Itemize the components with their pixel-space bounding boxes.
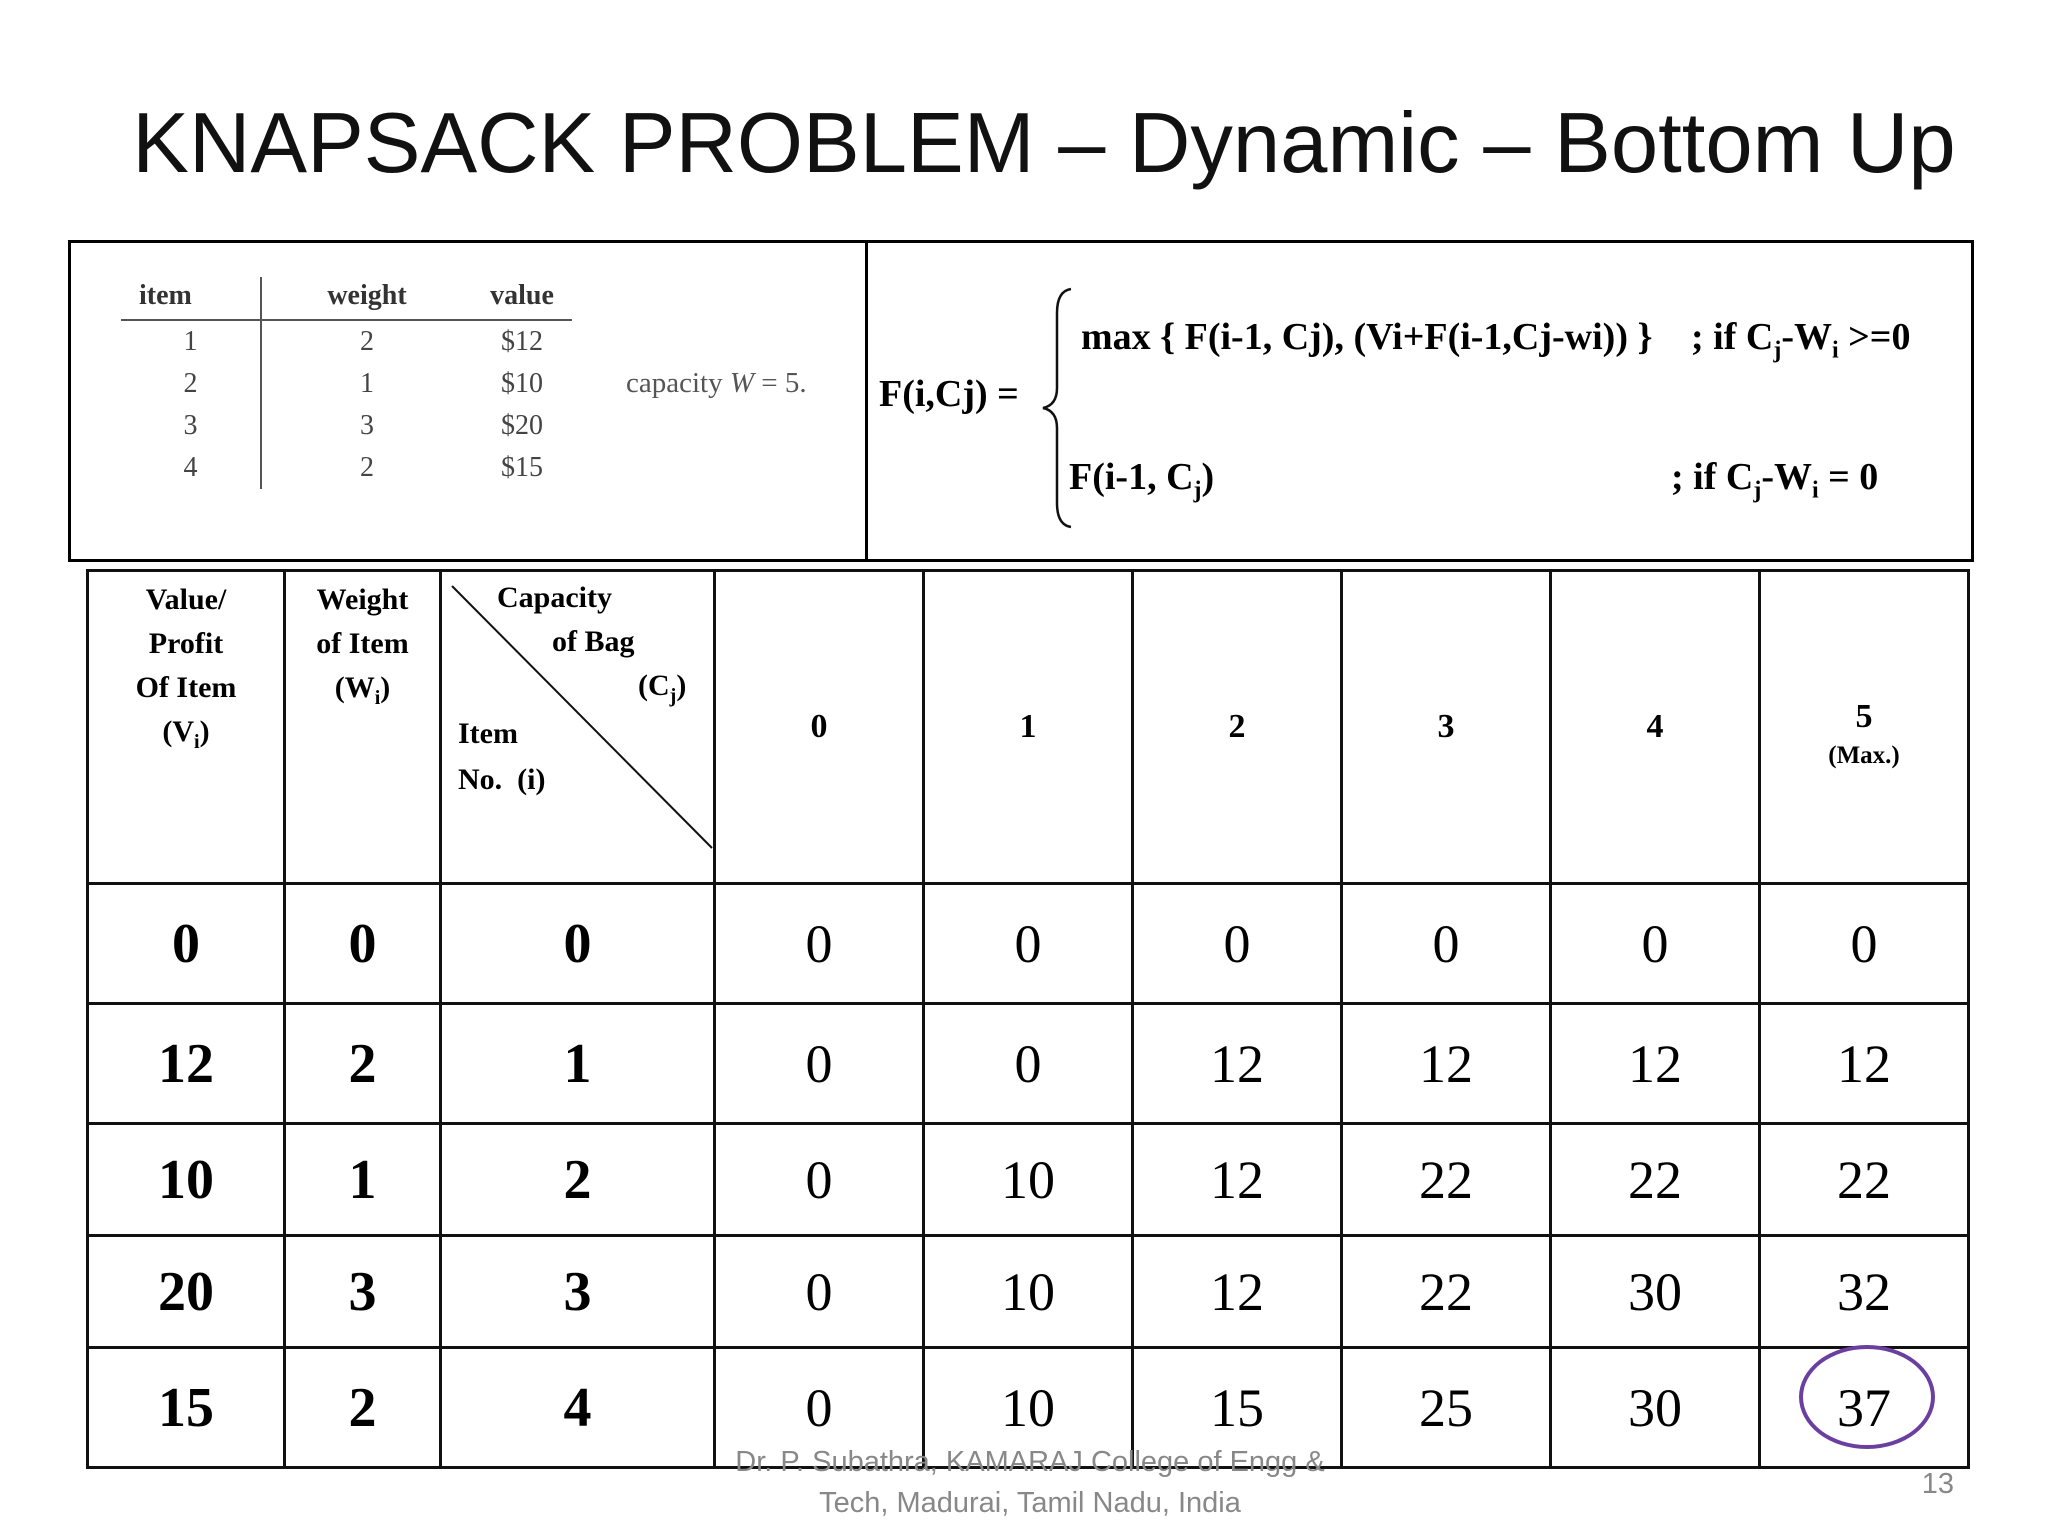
row-weight: 2	[285, 1004, 441, 1124]
table-row	[88, 1236, 1969, 1348]
value-header-line: Profit	[148, 627, 224, 660]
row-value: 10	[88, 1124, 285, 1236]
item-value: $12	[501, 326, 543, 357]
recurrence-case1-condition	[1691, 315, 1910, 365]
cond-sub: i	[1811, 477, 1819, 504]
recurrence-case1-expr: max { F(i-1, Cj), (Vi+F(i-1,Cj-wi)) }	[1081, 316, 1653, 358]
dp-cell: 0	[715, 1348, 924, 1468]
dp-cell: 0	[715, 1124, 924, 1236]
dp-cell-answer: 37	[1760, 1348, 1969, 1468]
capacity-label: capacity	[626, 367, 723, 399]
dp-cell: 30	[1551, 1236, 1760, 1348]
dp-cell: 22	[1760, 1124, 1969, 1236]
dp-cell: 30	[1551, 1348, 1760, 1468]
dp-cell: 10	[924, 1236, 1133, 1348]
cond-text: -W	[1781, 316, 1832, 358]
hdr-text: )	[676, 669, 687, 702]
hdr-text: )	[380, 671, 391, 704]
cond-text: = 0	[1818, 456, 1879, 498]
row-value: 15	[88, 1348, 285, 1468]
cond-text: ; if C	[1671, 456, 1754, 498]
cond-sub: j	[1773, 337, 1782, 364]
row-weight: 0	[285, 884, 441, 1004]
dp-cell: 12	[1342, 1004, 1551, 1124]
header-weight: weight	[261, 277, 472, 320]
weight-header-line: Weight	[316, 583, 409, 616]
header-item: item	[121, 277, 261, 320]
row-value: 12	[88, 1004, 285, 1124]
hdr-text: (V	[162, 715, 195, 748]
row-item: 1	[441, 1004, 715, 1124]
dp-cell: 10	[924, 1124, 1133, 1236]
items-table	[121, 277, 572, 489]
header-value: value	[472, 277, 572, 320]
dp-cell: 0	[1551, 884, 1760, 1004]
dp-cell: 0	[1133, 884, 1342, 1004]
hdr-text: (W	[334, 671, 375, 704]
dp-cell: 22	[1551, 1124, 1760, 1236]
cond-text: >=0	[1838, 316, 1911, 358]
item-number: 2	[121, 363, 261, 405]
max-note: (Max.)	[1828, 742, 1900, 769]
item-value: $20	[501, 410, 543, 441]
dp-cell: 32	[1760, 1236, 1969, 1348]
items-table-row	[121, 363, 572, 405]
answer-highlight-circle	[1799, 1345, 1935, 1449]
item-header-line: No. (i)	[458, 763, 546, 796]
dp-cell: 25	[1342, 1348, 1551, 1468]
items-table-row	[121, 447, 572, 489]
item-value: $15	[501, 452, 543, 483]
capacity-0-header: 0	[715, 571, 924, 884]
dp-cell: 12	[1133, 1004, 1342, 1124]
slide-title: KNAPSACK PROBLEM – Dynamic – Bottom Up	[132, 96, 1956, 191]
row-weight: 3	[285, 1236, 441, 1348]
row-value: 20	[88, 1236, 285, 1348]
table-row	[88, 884, 1969, 1004]
footer-line: Tech, Madurai, Tamil Nadu, India	[819, 1487, 1241, 1519]
item-header-line: Item	[458, 717, 518, 750]
footer-line: Dr. P. Subathra, KAMARAJ College of Engg &	[735, 1446, 1325, 1478]
item-weight: 1	[360, 368, 374, 399]
value-header-line	[89, 710, 283, 764]
dp-cell: 15	[1133, 1348, 1342, 1468]
expr-sub: j	[1193, 477, 1202, 504]
dp-table	[86, 569, 1970, 1469]
dp-cell: 12	[1551, 1004, 1760, 1124]
item-weight: 3	[360, 410, 374, 441]
dp-cell: 0	[924, 884, 1133, 1004]
hdr-text: )	[199, 715, 210, 748]
dp-cell: 22	[1342, 1124, 1551, 1236]
value-header-line: Value/	[145, 583, 227, 616]
hdr-sub: i	[374, 687, 381, 709]
capacity-header-line: Capacity	[497, 581, 612, 614]
dp-cell: 22	[1342, 1236, 1551, 1348]
item-number: 1	[121, 320, 261, 363]
capacity-4-header: 4	[1551, 571, 1760, 884]
box-divider	[865, 243, 868, 559]
table-row	[88, 1004, 1969, 1124]
dp-cell: 0	[1342, 884, 1551, 1004]
expr-text: F(i-1, C	[1069, 456, 1194, 498]
row-weight: 2	[285, 1348, 441, 1468]
row-item: 2	[441, 1124, 715, 1236]
row-item: 3	[441, 1236, 715, 1348]
capacity-variable: W	[729, 367, 755, 399]
value-header-line: Of Item	[135, 671, 237, 704]
dp-cell: 0	[1760, 884, 1969, 1004]
capacity-header-line	[638, 664, 686, 718]
capacity-3-header: 3	[1342, 571, 1551, 884]
dp-cell: 12	[1133, 1236, 1342, 1348]
cond-text: -W	[1761, 456, 1812, 498]
row-weight: 1	[285, 1124, 441, 1236]
dp-cell: 12	[1760, 1004, 1969, 1124]
table-row	[88, 1124, 1969, 1236]
dp-cell: 0	[924, 1004, 1133, 1124]
diagonal-header	[442, 572, 716, 868]
items-table-row	[121, 320, 572, 363]
capacity-value: = 5.	[761, 367, 807, 399]
capacity-5-header	[1760, 571, 1969, 884]
expr-text: )	[1201, 456, 1215, 498]
dp-cell: 12	[1133, 1124, 1342, 1236]
item-number: 4	[121, 447, 261, 489]
weight-header-line: of Item	[316, 627, 409, 660]
capacity-1-header: 1	[924, 571, 1133, 884]
weight-column-header	[285, 571, 441, 884]
hdr-text: (C	[638, 669, 670, 702]
value-column-header	[88, 571, 285, 884]
capacity-item-header	[441, 571, 715, 884]
dp-cell: 10	[924, 1348, 1133, 1468]
capacity-2-header: 2	[1133, 571, 1342, 884]
recurrence-case2-condition	[1671, 455, 1878, 505]
cond-sub: j	[1753, 477, 1762, 504]
item-weight: 2	[360, 326, 374, 357]
items-table-row	[121, 405, 572, 447]
cond-sub: i	[1831, 337, 1839, 364]
cond-text: ; if C	[1691, 316, 1774, 358]
hdr-sub: i	[194, 731, 200, 753]
dp-cell: 0	[715, 1236, 924, 1348]
row-item: 0	[441, 884, 715, 1004]
weight-header-line	[286, 666, 439, 720]
row-value: 0	[88, 884, 285, 1004]
recurrence-lhs: F(i,Cj) =	[879, 373, 1019, 415]
dp-cell: 0	[715, 884, 924, 1004]
capacity-header-line: of Bag	[552, 625, 635, 658]
page-number: 13	[1921, 1468, 1954, 1500]
dp-cell: 0	[715, 1004, 924, 1124]
capacity-note	[626, 367, 807, 400]
hdr-sub: j	[669, 685, 677, 707]
problem-definition-box	[68, 240, 1974, 562]
slide-footer	[700, 1442, 1360, 1524]
capacity-5-label: 5	[1855, 698, 1873, 735]
row-item: 4	[441, 1348, 715, 1468]
recurrence-case2-expr	[1069, 455, 1214, 505]
item-weight: 2	[360, 452, 374, 483]
items-table-header	[121, 277, 572, 320]
dp-header-row	[88, 571, 1969, 884]
item-value: $10	[501, 368, 543, 399]
item-number: 3	[121, 405, 261, 447]
